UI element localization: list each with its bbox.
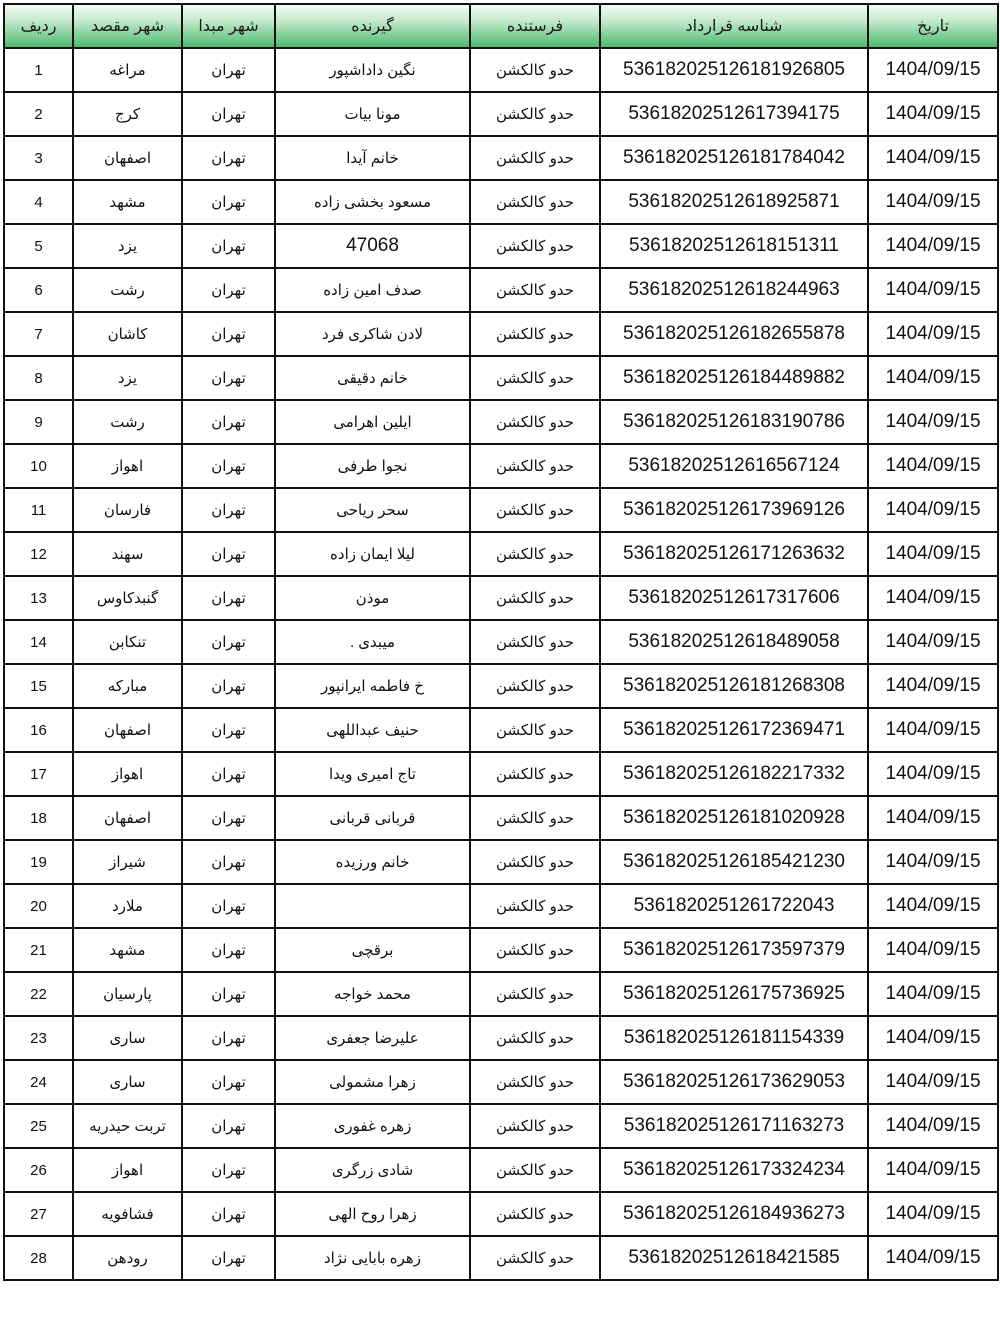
table-row	[4, 488, 998, 532]
cell-receiver: خانم آیدا	[275, 136, 470, 180]
table-row	[4, 224, 998, 268]
cell-contract-id: 53618202512618244963	[600, 268, 868, 312]
cell-origin-city: تهران	[182, 1060, 275, 1104]
cell-origin-city: تهران	[182, 1016, 275, 1060]
cell-sender: حدو کالکشن	[470, 356, 600, 400]
cell-origin-city: تهران	[182, 796, 275, 840]
cell-receiver: لیلا ایمان زاده	[275, 532, 470, 576]
header-sender: فرستنده	[470, 4, 600, 48]
shipments-table	[3, 3, 999, 1281]
cell-destination-city: اهواز	[73, 444, 182, 488]
cell-destination-city: یزد	[73, 224, 182, 268]
cell-origin-city: تهران	[182, 928, 275, 972]
cell-origin-city: تهران	[182, 664, 275, 708]
cell-origin-city: تهران	[182, 400, 275, 444]
cell-receiver: برقچی	[275, 928, 470, 972]
cell-row-number: 5	[4, 224, 73, 268]
cell-sender: حدو کالکشن	[470, 664, 600, 708]
header-receiver: گیرنده	[275, 4, 470, 48]
cell-sender: حدو کالکشن	[470, 488, 600, 532]
cell-contract-id: 536182025126184936273	[600, 1192, 868, 1236]
cell-row-number: 4	[4, 180, 73, 224]
cell-receiver: شادی زرگری	[275, 1148, 470, 1192]
cell-row-number: 17	[4, 752, 73, 796]
cell-receiver: زهرا روح الهی	[275, 1192, 470, 1236]
cell-date: 1404/09/15	[868, 312, 998, 356]
cell-contract-id: 536182025126181926805	[600, 48, 868, 92]
cell-row-number: 21	[4, 928, 73, 972]
cell-contract-id: 536182025126171163273	[600, 1104, 868, 1148]
cell-receiver	[275, 884, 470, 928]
cell-origin-city: تهران	[182, 312, 275, 356]
cell-row-number: 26	[4, 1148, 73, 1192]
cell-destination-city: مراغه	[73, 48, 182, 92]
cell-origin-city: تهران	[182, 1148, 275, 1192]
cell-date: 1404/09/15	[868, 576, 998, 620]
cell-date: 1404/09/15	[868, 928, 998, 972]
table-row	[4, 840, 998, 884]
cell-date: 1404/09/15	[868, 1060, 998, 1104]
cell-origin-city: تهران	[182, 488, 275, 532]
cell-date: 1404/09/15	[868, 708, 998, 752]
cell-receiver: قربانی قربانی	[275, 796, 470, 840]
cell-origin-city: تهران	[182, 92, 275, 136]
cell-receiver: مسعود بخشی زاده	[275, 180, 470, 224]
cell-destination-city: سهند	[73, 532, 182, 576]
cell-receiver: زهره غفوری	[275, 1104, 470, 1148]
cell-sender: حدو کالکشن	[470, 620, 600, 664]
cell-date: 1404/09/15	[868, 1016, 998, 1060]
cell-destination-city: تربت حیدریه	[73, 1104, 182, 1148]
table-row	[4, 752, 998, 796]
table-row	[4, 796, 998, 840]
cell-origin-city: تهران	[182, 884, 275, 928]
cell-origin-city: تهران	[182, 268, 275, 312]
cell-contract-id: 536182025126172369471	[600, 708, 868, 752]
cell-date: 1404/09/15	[868, 796, 998, 840]
cell-receiver: تاج امیری ویدا	[275, 752, 470, 796]
cell-destination-city: مبارکه	[73, 664, 182, 708]
cell-contract-id: 536182025126181268308	[600, 664, 868, 708]
cell-destination-city: مشهد	[73, 180, 182, 224]
cell-destination-city: کرج	[73, 92, 182, 136]
table-row	[4, 400, 998, 444]
cell-receiver: میبدی .	[275, 620, 470, 664]
cell-destination-city: شیراز	[73, 840, 182, 884]
table-row	[4, 136, 998, 180]
table-row	[4, 532, 998, 576]
cell-sender: حدو کالکشن	[470, 312, 600, 356]
cell-origin-city: تهران	[182, 180, 275, 224]
cell-sender: حدو کالکشن	[470, 928, 600, 972]
cell-date: 1404/09/15	[868, 92, 998, 136]
cell-contract-id: 536182025126181154339	[600, 1016, 868, 1060]
cell-date: 1404/09/15	[868, 972, 998, 1016]
cell-destination-city: مشهد	[73, 928, 182, 972]
cell-receiver: زهره بابایی نژاد	[275, 1236, 470, 1280]
cell-row-number: 2	[4, 92, 73, 136]
cell-receiver: خ فاطمه ایرانپور	[275, 664, 470, 708]
cell-destination-city: پارسیان	[73, 972, 182, 1016]
cell-receiver: 47068	[275, 224, 470, 268]
cell-date: 1404/09/15	[868, 532, 998, 576]
cell-row-number: 19	[4, 840, 73, 884]
cell-contract-id: 536182025126173597379	[600, 928, 868, 972]
cell-date: 1404/09/15	[868, 444, 998, 488]
cell-receiver: محمد خواجه	[275, 972, 470, 1016]
cell-receiver: حنیف عبداللهی	[275, 708, 470, 752]
cell-row-number: 18	[4, 796, 73, 840]
cell-sender: حدو کالکشن	[470, 532, 600, 576]
cell-contract-id: 536182025126171263632	[600, 532, 868, 576]
cell-destination-city: ملارد	[73, 884, 182, 928]
cell-row-number: 28	[4, 1236, 73, 1280]
cell-contract-id: 536182025126185421230	[600, 840, 868, 884]
cell-destination-city: ساری	[73, 1060, 182, 1104]
cell-receiver: صدف امین زاده	[275, 268, 470, 312]
cell-contract-id: 536182025126181784042	[600, 136, 868, 180]
cell-row-number: 6	[4, 268, 73, 312]
table-row	[4, 1016, 998, 1060]
cell-sender: حدو کالکشن	[470, 796, 600, 840]
cell-row-number: 9	[4, 400, 73, 444]
cell-receiver: نجوا طرفی	[275, 444, 470, 488]
header-contract-id: شناسه قرارداد	[600, 4, 868, 48]
cell-row-number: 16	[4, 708, 73, 752]
cell-sender: حدو کالکشن	[470, 708, 600, 752]
cell-row-number: 15	[4, 664, 73, 708]
table-row	[4, 708, 998, 752]
cell-receiver: مونا بیات	[275, 92, 470, 136]
cell-origin-city: تهران	[182, 840, 275, 884]
cell-sender: حدو کالکشن	[470, 92, 600, 136]
cell-contract-id: 536182025126175736925	[600, 972, 868, 1016]
cell-row-number: 27	[4, 1192, 73, 1236]
table-row	[4, 620, 998, 664]
cell-sender: حدو کالکشن	[470, 972, 600, 1016]
cell-contract-id: 536182025126182655878	[600, 312, 868, 356]
cell-date: 1404/09/15	[868, 884, 998, 928]
cell-date: 1404/09/15	[868, 356, 998, 400]
cell-origin-city: تهران	[182, 972, 275, 1016]
cell-destination-city: یزد	[73, 356, 182, 400]
table-row	[4, 1236, 998, 1280]
cell-date: 1404/09/15	[868, 620, 998, 664]
cell-date: 1404/09/15	[868, 1192, 998, 1236]
header-row-number: ردیف	[4, 4, 73, 48]
cell-destination-city: اصفهان	[73, 708, 182, 752]
cell-destination-city: اهواز	[73, 752, 182, 796]
table-row	[4, 48, 998, 92]
table-row	[4, 1104, 998, 1148]
cell-destination-city: کاشان	[73, 312, 182, 356]
cell-origin-city: تهران	[182, 224, 275, 268]
cell-sender: حدو کالکشن	[470, 840, 600, 884]
cell-origin-city: تهران	[182, 1236, 275, 1280]
cell-row-number: 7	[4, 312, 73, 356]
cell-sender: حدو کالکشن	[470, 1236, 600, 1280]
table-row	[4, 972, 998, 1016]
cell-contract-id: 536182025126184489882	[600, 356, 868, 400]
cell-receiver: ایلین اهرامی	[275, 400, 470, 444]
cell-sender: حدو کالکشن	[470, 48, 600, 92]
cell-destination-city: ساری	[73, 1016, 182, 1060]
cell-date: 1404/09/15	[868, 400, 998, 444]
cell-contract-id: 536182025126173969126	[600, 488, 868, 532]
table-row	[4, 928, 998, 972]
cell-receiver: سحر ریاحی	[275, 488, 470, 532]
cell-receiver: لادن شاکری فرد	[275, 312, 470, 356]
cell-sender: حدو کالکشن	[470, 400, 600, 444]
cell-origin-city: تهران	[182, 356, 275, 400]
cell-date: 1404/09/15	[868, 1104, 998, 1148]
cell-sender: حدو کالکشن	[470, 268, 600, 312]
header-row	[4, 4, 998, 48]
cell-sender: حدو کالکشن	[470, 576, 600, 620]
table-row	[4, 664, 998, 708]
cell-contract-id: 53618202512617317606	[600, 576, 868, 620]
cell-origin-city: تهران	[182, 620, 275, 664]
cell-date: 1404/09/15	[868, 752, 998, 796]
cell-receiver: خانم ورزیده	[275, 840, 470, 884]
cell-destination-city: فشافویه	[73, 1192, 182, 1236]
cell-destination-city: رشت	[73, 268, 182, 312]
table-body	[4, 48, 998, 1280]
cell-destination-city: اصفهان	[73, 136, 182, 180]
cell-contract-id: 536182025126182217332	[600, 752, 868, 796]
cell-destination-city: گنبدکاوس	[73, 576, 182, 620]
cell-date: 1404/09/15	[868, 268, 998, 312]
cell-contract-id: 536182025126173629053	[600, 1060, 868, 1104]
cell-destination-city: رشت	[73, 400, 182, 444]
cell-row-number: 22	[4, 972, 73, 1016]
cell-receiver: خانم دقیقی	[275, 356, 470, 400]
header-date: تاریخ	[868, 4, 998, 48]
table-row	[4, 1192, 998, 1236]
table-row	[4, 884, 998, 928]
cell-contract-id: 536182025126183190786	[600, 400, 868, 444]
cell-row-number: 1	[4, 48, 73, 92]
cell-origin-city: تهران	[182, 48, 275, 92]
cell-date: 1404/09/15	[868, 840, 998, 884]
cell-destination-city: فارسان	[73, 488, 182, 532]
cell-sender: حدو کالکشن	[470, 180, 600, 224]
cell-row-number: 12	[4, 532, 73, 576]
cell-contract-id: 5361820251261722043	[600, 884, 868, 928]
table-row	[4, 312, 998, 356]
cell-row-number: 24	[4, 1060, 73, 1104]
cell-contract-id: 53618202512618421585	[600, 1236, 868, 1280]
cell-row-number: 20	[4, 884, 73, 928]
table-row	[4, 180, 998, 224]
cell-sender: حدو کالکشن	[470, 1016, 600, 1060]
header-origin-city: شهر مبدا	[182, 4, 275, 48]
cell-row-number: 8	[4, 356, 73, 400]
table-row	[4, 92, 998, 136]
cell-contract-id: 53618202512618489058	[600, 620, 868, 664]
cell-sender: حدو کالکشن	[470, 1148, 600, 1192]
cell-receiver: زهرا مشمولی	[275, 1060, 470, 1104]
cell-contract-id: 536182025126173324234	[600, 1148, 868, 1192]
cell-date: 1404/09/15	[868, 488, 998, 532]
cell-receiver: موذن	[275, 576, 470, 620]
cell-contract-id: 53618202512618925871	[600, 180, 868, 224]
cell-sender: حدو کالکشن	[470, 1104, 600, 1148]
cell-sender: حدو کالکشن	[470, 752, 600, 796]
cell-contract-id: 53618202512617394175	[600, 92, 868, 136]
table-row	[4, 1060, 998, 1104]
cell-origin-city: تهران	[182, 136, 275, 180]
cell-sender: حدو کالکشن	[470, 1060, 600, 1104]
cell-row-number: 3	[4, 136, 73, 180]
cell-date: 1404/09/15	[868, 1148, 998, 1192]
cell-destination-city: اهواز	[73, 1148, 182, 1192]
cell-origin-city: تهران	[182, 1104, 275, 1148]
cell-origin-city: تهران	[182, 752, 275, 796]
cell-sender: حدو کالکشن	[470, 444, 600, 488]
cell-row-number: 25	[4, 1104, 73, 1148]
cell-origin-city: تهران	[182, 708, 275, 752]
table-row	[4, 444, 998, 488]
table-row	[4, 268, 998, 312]
cell-sender: حدو کالکشن	[470, 884, 600, 928]
cell-contract-id: 53618202512618151311	[600, 224, 868, 268]
cell-contract-id: 53618202512616567124	[600, 444, 868, 488]
cell-row-number: 11	[4, 488, 73, 532]
cell-receiver: نگین داداشپور	[275, 48, 470, 92]
cell-row-number: 14	[4, 620, 73, 664]
cell-date: 1404/09/15	[868, 664, 998, 708]
cell-date: 1404/09/15	[868, 1236, 998, 1280]
cell-sender: حدو کالکشن	[470, 1192, 600, 1236]
cell-origin-city: تهران	[182, 532, 275, 576]
cell-origin-city: تهران	[182, 576, 275, 620]
header-destination-city: شهر مقصد	[73, 4, 182, 48]
cell-origin-city: تهران	[182, 1192, 275, 1236]
cell-contract-id: 536182025126181020928	[600, 796, 868, 840]
cell-sender: حدو کالکشن	[470, 224, 600, 268]
cell-destination-city: اصفهان	[73, 796, 182, 840]
table-row	[4, 576, 998, 620]
cell-date: 1404/09/15	[868, 136, 998, 180]
cell-origin-city: تهران	[182, 444, 275, 488]
cell-destination-city: رودهن	[73, 1236, 182, 1280]
cell-receiver: علیرضا جعفری	[275, 1016, 470, 1060]
cell-date: 1404/09/15	[868, 180, 998, 224]
cell-row-number: 13	[4, 576, 73, 620]
cell-date: 1404/09/15	[868, 224, 998, 268]
table-row	[4, 1148, 998, 1192]
cell-sender: حدو کالکشن	[470, 136, 600, 180]
cell-row-number: 23	[4, 1016, 73, 1060]
table-row	[4, 356, 998, 400]
cell-date: 1404/09/15	[868, 48, 998, 92]
cell-destination-city: تنکابن	[73, 620, 182, 664]
cell-row-number: 10	[4, 444, 73, 488]
